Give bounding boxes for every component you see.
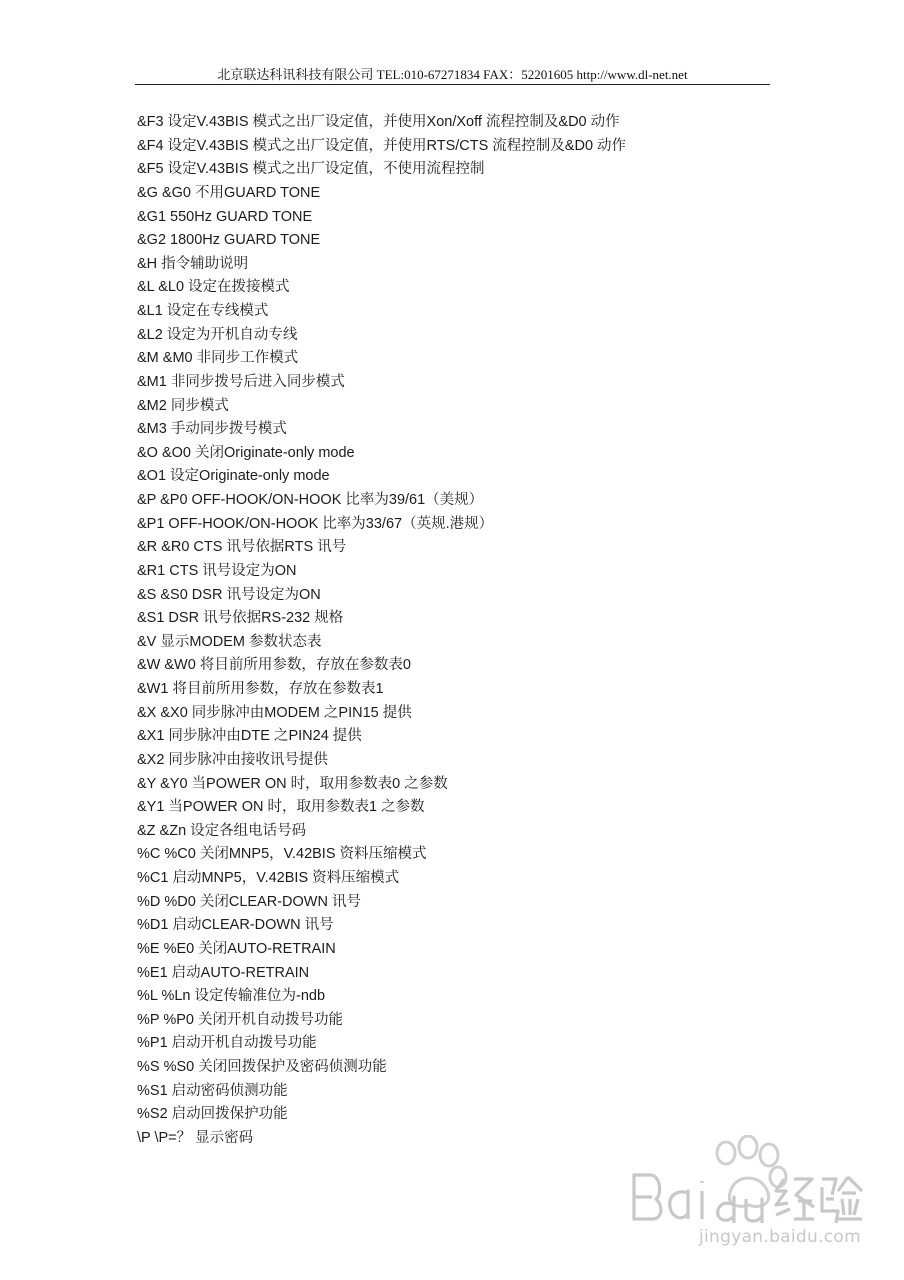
command-line: &O1 设定Originate-only mode — [137, 468, 330, 485]
command-line: &S1 DSR 讯号依据RS-232 规格 — [137, 610, 344, 627]
command-line: &X &X0 同步脉冲由MODEM 之PIN15 提供 — [137, 704, 412, 721]
page-header: 北京联达科讯科技有限公司 TEL:010-67271834 FAX：52201605 http://www.dl-net.net — [217, 67, 688, 82]
command-line: %D1 启动CLEAR-DOWN 讯号 — [137, 917, 334, 934]
command-line: %C %C0 关闭MNP5，V.42BIS 资料压缩模式 — [137, 846, 427, 863]
command-line: %L %Ln 设定传输准位为-ndb — [137, 988, 326, 1005]
command-line: &L &L0 设定在拨接模式 — [137, 279, 290, 296]
command-line: &O &O0 关闭Originate-only mode — [137, 444, 355, 461]
command-line: &G &G0 不用GUARD TONE — [137, 184, 321, 201]
command-line: %S %S0 关闭回拨保护及密码侦测功能 — [137, 1059, 387, 1075]
command-line: %S2 启动回拨保护功能 — [137, 1106, 288, 1123]
command-line: %E1 启动AUTO-RETRAIN — [137, 964, 310, 981]
command-line: %P1 启动开机自动拨号功能 — [137, 1035, 317, 1052]
command-line: &M &M0 非同步工作模式 — [137, 350, 299, 367]
command-line: &G2 1800Hz GUARD TONE — [137, 232, 321, 249]
command-line: &S &S0 DSR 讯号设定为ON — [137, 586, 321, 603]
command-line: &Z &Zn 设定各组电话号码 — [137, 822, 307, 839]
command-line: %C1 启动MNP5，V.42BIS 资料压缩模式 — [137, 870, 400, 886]
command-line: &W1 将目前所用参数，存放在参数表1 — [137, 681, 384, 697]
command-line: &G1 550Hz GUARD TONE — [137, 208, 313, 225]
command-line: &F4 设定V.43BIS 模式之出厂设定值，并使用RTS/CTS 流程控制及&D0 动作 — [137, 137, 627, 154]
command-line: %S1 启动密码侦测功能 — [137, 1082, 288, 1099]
command-line: &M2 同步模式 — [137, 397, 229, 414]
command-line: \P \P=？ 显示密码 — [137, 1129, 254, 1146]
header-divider — [135, 84, 770, 85]
command-line: &R1 CTS 讯号设定为ON — [137, 562, 297, 579]
command-line: &P1 OFF-HOOK/ON-HOOK 比率为33/67（英规.港规） — [137, 515, 494, 532]
command-line: %E %E0 关闭AUTO-RETRAIN — [137, 940, 336, 957]
command-line: &M1 非同步拨号后进入同步模式 — [137, 373, 345, 390]
command-line: &H 指令辅助说明 — [137, 255, 249, 272]
command-line: %D %D0 关闭CLEAR-DOWN 讯号 — [137, 893, 361, 910]
command-line: &X2 同步脉冲由接收讯号提供 — [137, 751, 328, 768]
command-line: &X1 同步脉冲由DTE 之PIN24 提供 — [137, 728, 362, 745]
command-line: &P &P0 OFF-HOOK/ON-HOOK 比率为39/61（美规） — [137, 492, 484, 508]
command-line: &F3 设定V.43BIS 模式之出厂设定值，并使用Xon/Xoff 流程控制及&D0 动作 — [137, 114, 620, 130]
baidu-logo-icon — [626, 1135, 866, 1225]
watermark-url: jingyan.baidu.com — [699, 1227, 861, 1247]
command-line: &Y1 当POWER ON 时，取用参数表1 之参数 — [137, 799, 425, 816]
command-line: &R &R0 CTS 讯号依据RTS 讯号 — [137, 539, 347, 556]
command-list — [137, 111, 837, 1151]
command-line: &W &W0 将目前所用参数，存放在参数表0 — [137, 657, 411, 674]
command-line: &F5 设定V.43BIS 模式之出厂设定值，不使用流程控制 — [137, 161, 485, 178]
command-line: &Y &Y0 当POWER ON 时，取用参数表0 之参数 — [137, 775, 448, 792]
command-line: &L1 设定在专线模式 — [137, 303, 269, 319]
command-line: &V 显示MODEM 参数状态表 — [137, 633, 322, 650]
command-line: &L2 设定为开机自动专线 — [137, 326, 298, 343]
command-line: %P %P0 关闭开机自动拨号功能 — [137, 1011, 343, 1028]
command-line: &M3 手动同步拨号模式 — [137, 421, 287, 438]
baidu-jingyan-watermark — [626, 1135, 866, 1260]
